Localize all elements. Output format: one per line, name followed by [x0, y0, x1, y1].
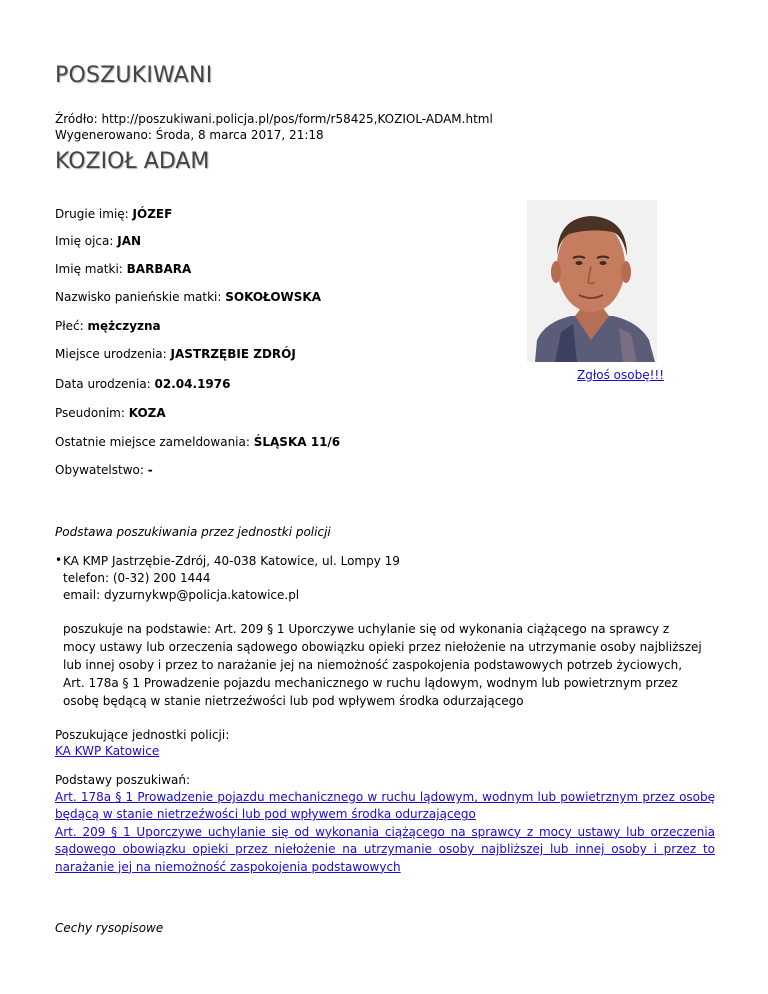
field-nickname: Pseudonim: KOZA: [55, 406, 166, 420]
basis-link-178a[interactable]: Art. 178a § 1 Prowadzenie pojazdu mechanicznego w ruchu lądowym, wodnym lub powietrznym przez osobę będącą w stanie nietrzeźwości lub pod wpływem środka odurzającego: [55, 790, 715, 822]
legal-basis-text: poszukuje na podstawie: Art. 209 § 1 Uporczywe uchylanie się od wykonania ciążącego na sprawcy z mocy ustawy lub orzeczenia sądowego obowiązku opieki przez niełożenie na utrzymanie osoby najbliższej lub innej osoby i przez to narażanie jej na niemożność zaspokojenia podstawowych potrzeb życiowych, Art. 178a § 1 Prowadzenie pojazdu mechanicznego w ruchu lądowym, wodnym lub powietrznym przez osobę będącą w stanie nietrzeźwości lub pod wpływem środka odurzającego: [63, 622, 702, 708]
person-name: KOZIOŁ ADAM: [55, 149, 210, 174]
generated-date: Wygenerowano: Środa, 8 marca 2017, 21:18: [55, 128, 324, 142]
field-birthplace: Miejsce urodzenia: JASTRZĘBIE ZDRÓJ: [55, 347, 296, 361]
field-second-name: Drugie imię: JÓZEF: [55, 207, 173, 221]
unit-email: email: dyzurnykwp@policja.katowice.pl: [63, 588, 300, 602]
field-sex: Płeć: mężczyzna: [55, 319, 161, 333]
field-mother-name: Imię matki: BARBARA: [55, 262, 192, 276]
person-photo: [527, 200, 657, 362]
field-father-name: Imię ojca: JAN: [55, 234, 142, 248]
features-section-title: Cechy rysopisowe: [55, 921, 164, 935]
bases-links: [55, 789, 715, 876]
site-title: POSZUKIWANI: [55, 63, 213, 88]
basis-link-209[interactable]: Art. 209 § 1 Uporczywe uchylanie się od wykonania ciążącego na sprawcy z mocy ustawy lub orzeczenia sądowego obowiązku opieki przez niełożenie na utrzymanie osoby najbliższej lub innej osoby i przez to narażanie jej na niemożność zaspokojenia podstawowych: [55, 824, 715, 874]
basis-section-title: Podstawa poszukiwania przez jednostki policji: [55, 525, 331, 539]
field-birthdate: Data urodzenia: 02.04.1976: [55, 377, 231, 391]
unit-phone: telefon: (0-32) 200 1444: [63, 571, 211, 585]
bullet-icon: •: [55, 553, 63, 567]
field-citizenship: Obywatelstwo: -: [55, 463, 153, 477]
source-url: Źródło: http://poszukiwani.policja.pl/pos/form/r58425,KOZIOL-ADAM.html: [55, 112, 493, 126]
searching-unit-link[interactable]: KA KWP Katowice: [55, 744, 160, 758]
field-mother-maiden-name: Nazwisko panieńskie matki: SOKOŁOWSKA: [55, 290, 321, 304]
field-last-address: Ostatnie miejsce zameldowania: ŚLĄSKA 11/6: [55, 435, 341, 449]
unit-address: KA KMP Jastrzębie-Zdrój, 40-038 Katowice, ul. Lompy 19: [63, 554, 400, 568]
searching-units-label: Poszukujące jednostki policji:: [55, 728, 230, 742]
searching-units-value: [55, 743, 159, 759]
report-person-link[interactable]: Zgłoś osobę!!!: [577, 368, 665, 382]
bases-label: Podstawy poszukiwań:: [55, 773, 191, 787]
person-photo-image: [527, 200, 657, 362]
